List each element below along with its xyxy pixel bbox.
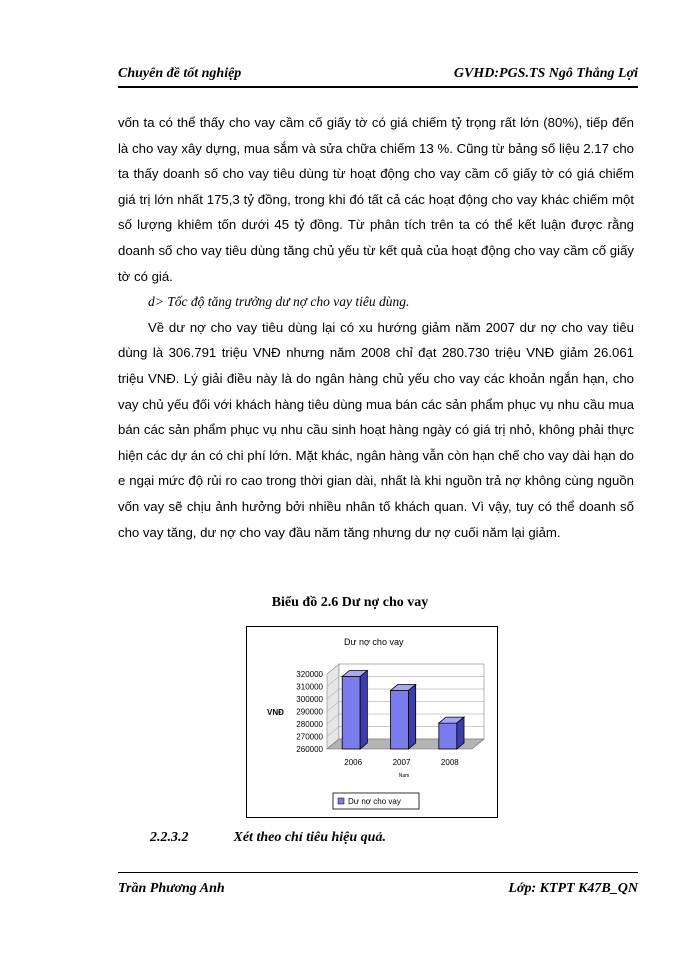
bar-side bbox=[457, 717, 464, 749]
header-left: Chuyên đề tốt nghiệp bbox=[118, 66, 242, 81]
x-tick-label: 2008 bbox=[440, 758, 459, 767]
x-tick-label: 2006 bbox=[344, 758, 363, 767]
y-tick-label: 260000 bbox=[296, 745, 323, 754]
bar-front bbox=[342, 677, 360, 750]
legend-label: Dư nợ cho vay bbox=[348, 797, 401, 806]
subheading: d> Tốc độ tăng trưởng dư nợ cho vay tiêu dùng. bbox=[148, 294, 410, 310]
bar-front bbox=[391, 691, 409, 749]
y-tick-label: 280000 bbox=[296, 720, 323, 729]
chart-title: Dư nợ cho vay bbox=[344, 637, 404, 647]
chart-caption: Biểu đồ 2.6 Dư nợ cho vay bbox=[271, 595, 429, 610]
y-axis-label: VNĐ bbox=[267, 708, 284, 717]
page-footer bbox=[118, 872, 638, 903]
paragraph-2: Về dư nợ cho vay tiêu dùng lại có xu hướng giảm năm 2007 dư nợ cho vay tiêu dùng là 306.791 triệu VNĐ nhưng năm 2008 chỉ đạt 280.730 triệu VNĐ giảm 26.061 triệu VNĐ. Lý giải điều này là do ngân hàng chủ yếu cho vay các khoản ngắn hạn, cho vay chủ yếu đối với khách hàng tiêu dùng mua bán các sản phẩm phục vụ nhu cầu mua bán các sản phẩm phục vụ nhu cầu sinh hoạt hàng ngày có giá trị nhỏ, không phải thực hiện các dự án có chi phí lớn. Mặt khác, ngân hàng vẫn còn hạn chế cho vay dài hạn do e ngại mức độ rủi ro cao trong thời gian dài, nhất là khi nguồn trả nợ không cùng nguồn vốn vay sẽ chịu ảnh hưởng bởi nhiều nhân tố khách quan. Vì vậy, tuy có thể doanh số cho vay tăng, dư nợ cho vay đầu năm tăng nhưng dư nợ cuối năm lại giảm. bbox=[118, 319, 634, 540]
y-tick-label: 320000 bbox=[296, 670, 323, 679]
section-number: 2.2.3.2 bbox=[150, 830, 189, 845]
legend-swatch bbox=[338, 798, 344, 804]
bar-side bbox=[409, 685, 416, 749]
footer-left: Trần Phương Anh bbox=[118, 881, 225, 896]
x-tick-label: 2007 bbox=[392, 758, 411, 767]
y-tick-label: 300000 bbox=[296, 695, 323, 704]
chart-container bbox=[246, 626, 498, 818]
page-header bbox=[118, 64, 638, 88]
bar-side bbox=[360, 671, 367, 750]
x-axis-label: Nam bbox=[398, 773, 410, 779]
paragraph-1: vốn ta có thể thấy cho vay cầm cố giấy tờ có giá chiếm tỷ trọng rất lớn (80%), tiếp đến là cho vay xây dựng, mua sắm và sửa chữa chiếm 13 %. Cũng từ bảng số liệu 2.17 cho ta thấy doanh số cho vay tiêu dùng từ hoạt động cho vay cầm cố giấy tờ có giá chiếm giá trị lớn nhất 175,3 tỷ đồng, trong khi đó tất cả các hoạt động cho vay khác chiếm một số lượng khiêm tốn dưới 45 tỷ đồng. Từ phân tích trên ta có thể kết luận được rằng doanh số cho vay tiêu dùng tăng chủ yếu từ kết quả của hoạt động cho vay cầm cố giấy tờ có giá. bbox=[118, 115, 634, 284]
body-text bbox=[118, 110, 634, 545]
y-tick-label: 310000 bbox=[296, 682, 323, 692]
section-title: Xét theo chỉ tiêu hiệu quả. bbox=[233, 830, 386, 845]
bar-chart bbox=[247, 627, 497, 817]
footer-right: Lớp: KTPT K47B_QN bbox=[508, 881, 638, 896]
bar-front bbox=[439, 723, 457, 749]
header-right: GVHD:PGS.TS Ngô Thắng Lợi bbox=[453, 66, 638, 81]
section-heading bbox=[150, 830, 386, 846]
y-tick-label: 270000 bbox=[296, 732, 323, 742]
y-tick-label: 290000 bbox=[296, 707, 323, 717]
